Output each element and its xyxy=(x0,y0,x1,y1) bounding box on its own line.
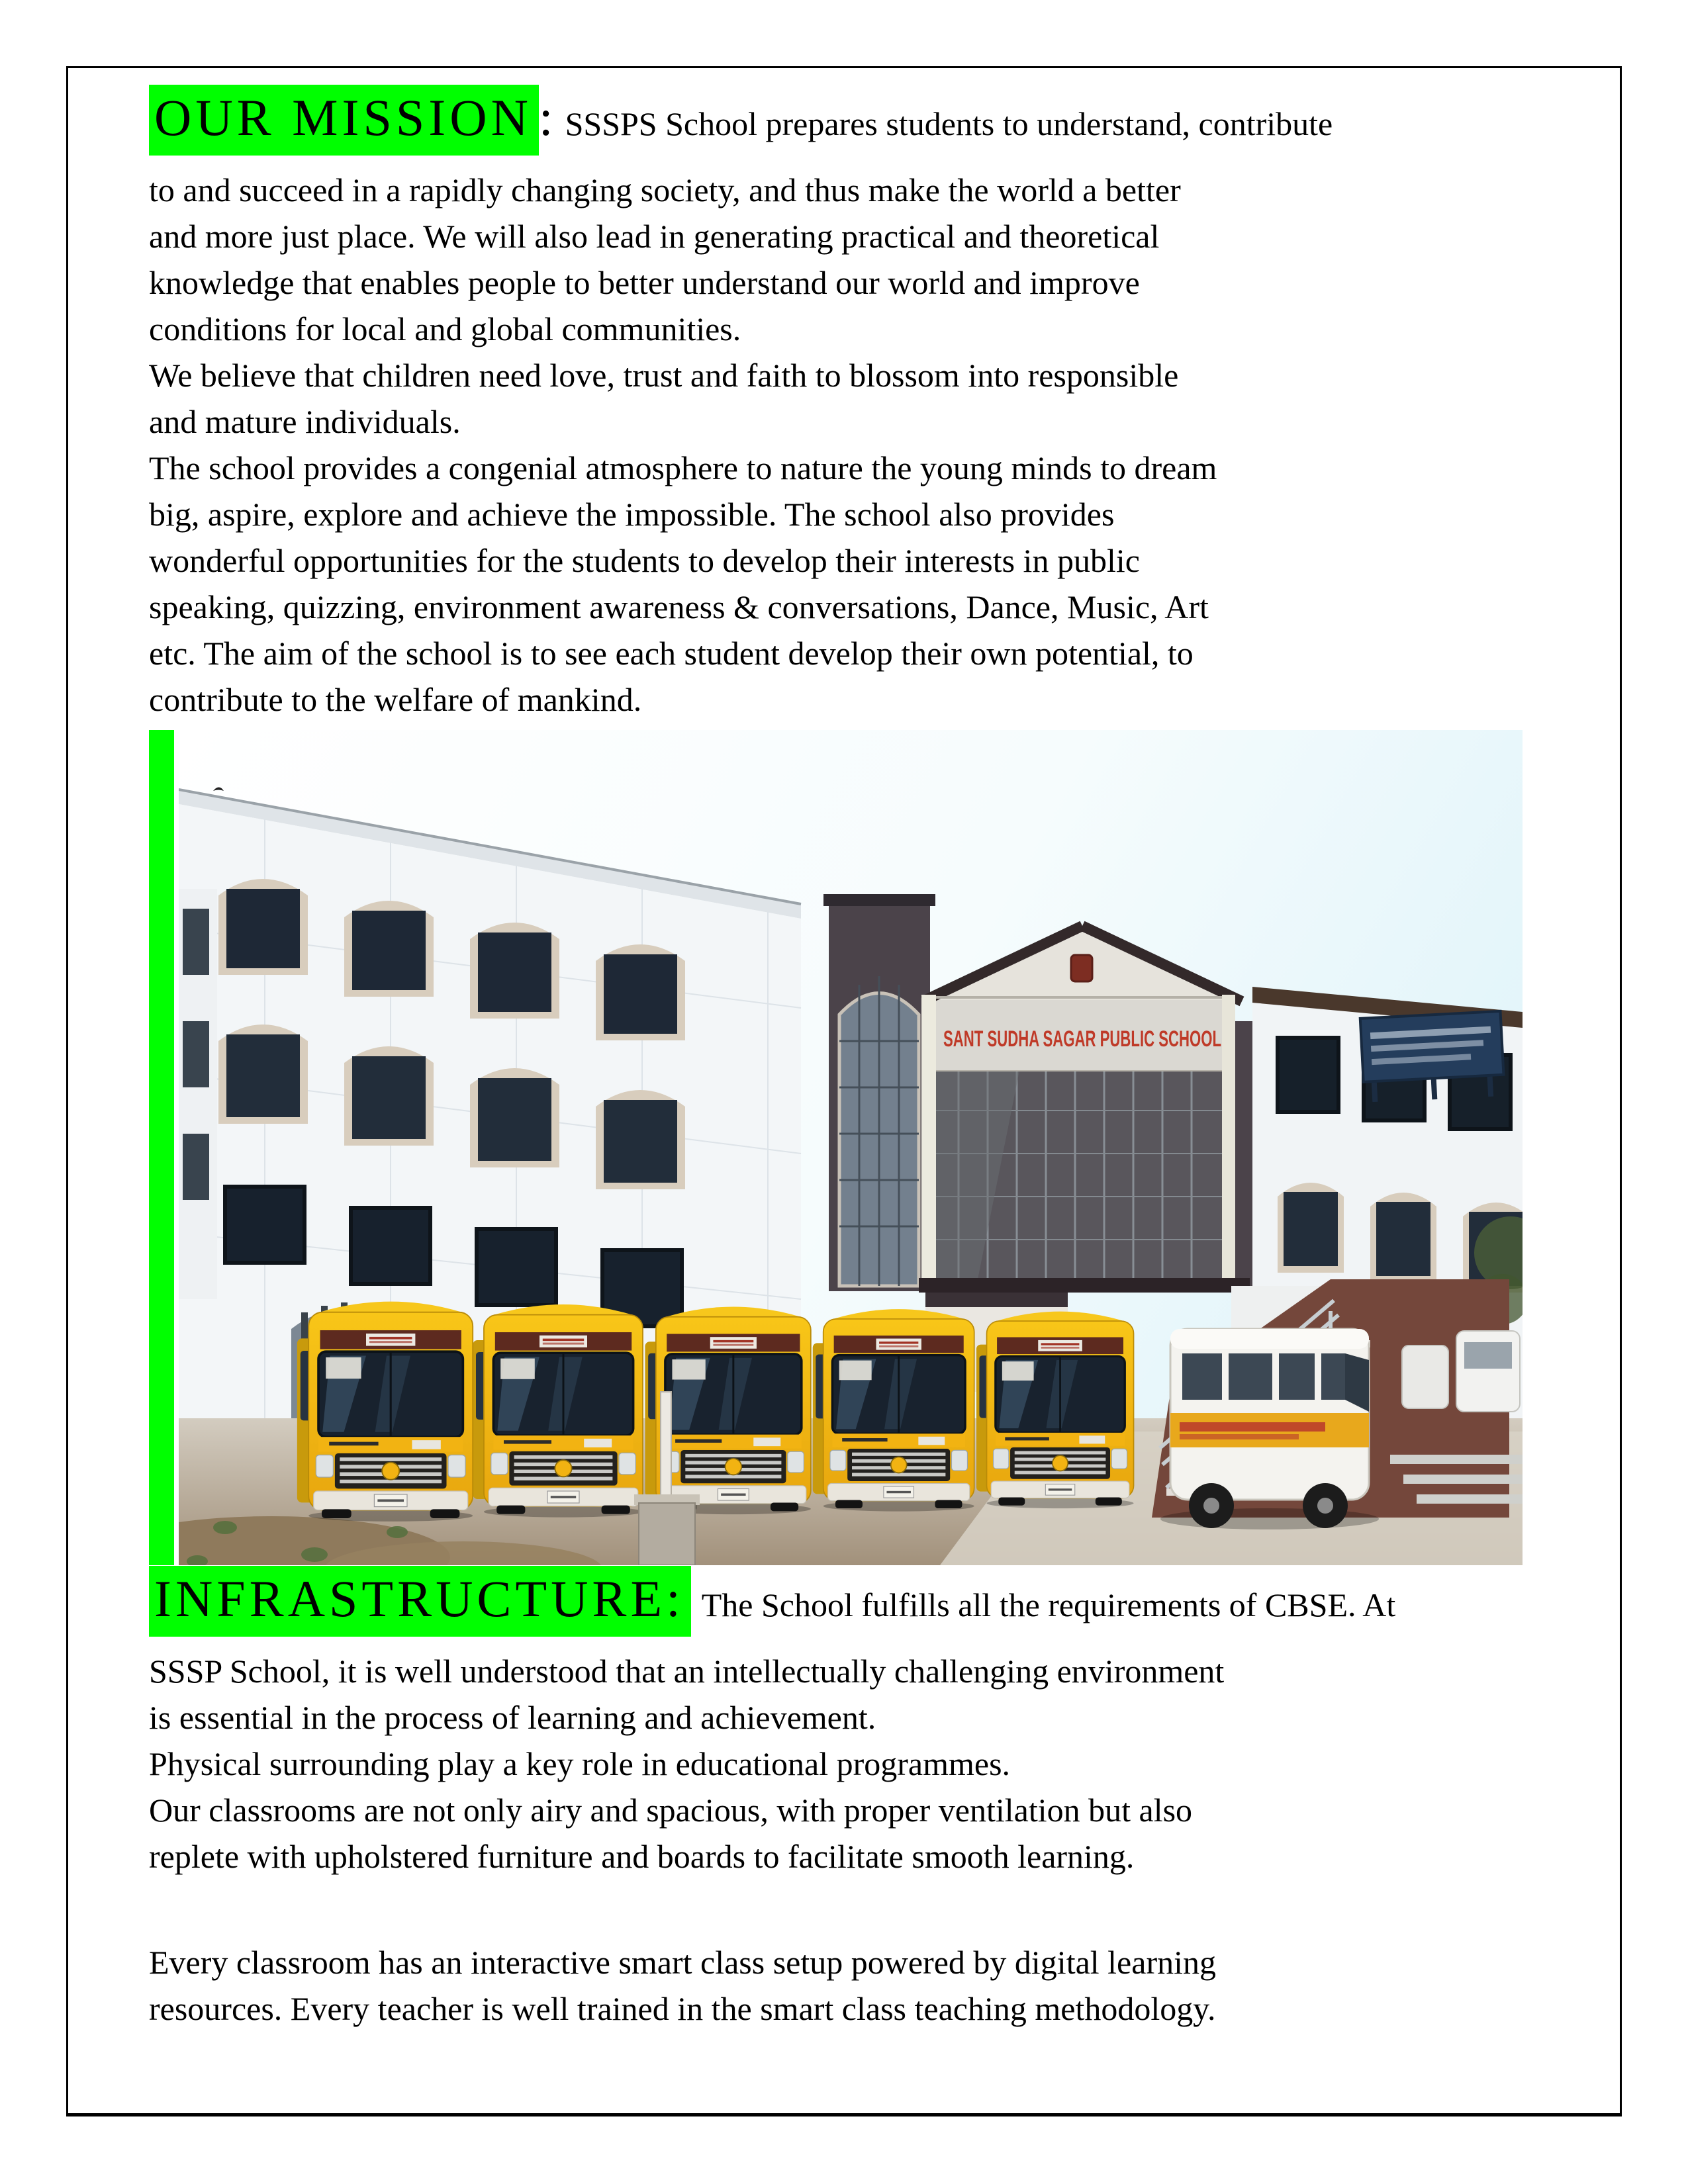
school-photo-illustration xyxy=(179,730,1523,1565)
infrastructure-paragraph xyxy=(149,1648,1547,1880)
green-highlight-bar xyxy=(149,730,174,1565)
paragraph-line: conditions for local and global communities. xyxy=(149,310,741,347)
paragraph-line: to and succeed in a rapidly changing society, and thus make the world a better xyxy=(149,171,1181,208)
paragraph-line: resources. Every teacher is well trained in the smart class teaching methodology. xyxy=(149,1990,1216,2027)
entrance-tower xyxy=(919,926,1252,1293)
infrastructure-heading: INFRASTRUCTURE: xyxy=(149,1566,691,1637)
mission-first-line-text: SSSPS School prepares students to understand, contribute xyxy=(565,105,1333,142)
mission-heading-colon: : xyxy=(538,89,555,146)
school-bus-row xyxy=(297,1302,1134,1522)
school-bus-icon xyxy=(976,1312,1134,1508)
paragraph-line: Physical surrounding play a key role in educational programmes. xyxy=(149,1745,1011,1782)
infrastructure-first-line xyxy=(149,1565,1547,1648)
mission-paragraph xyxy=(149,167,1547,723)
paragraph-line: replete with upholstered furniture and boards to facilitate smooth learning. xyxy=(149,1838,1135,1875)
paragraph-line: big, aspire, explore and achieve the impossible. The school also provides xyxy=(149,496,1115,533)
paragraph-line: SSSP School, it is well understood that an intellectually challenging environment xyxy=(149,1653,1225,1690)
infrastructure-paragraph-2 xyxy=(149,1939,1547,2032)
mission-first-line xyxy=(149,83,1547,167)
paragraph-line: and mature individuals. xyxy=(149,403,461,440)
paragraph-line: knowledge that enables people to better understand our world and improve xyxy=(149,264,1140,301)
school-bus-icon xyxy=(813,1309,974,1512)
mission-heading: OUR MISSION xyxy=(149,85,539,156)
paragraph-line: and more just place. We will also lead in generating practical and theoretical xyxy=(149,218,1160,255)
paragraph-spacer xyxy=(149,1880,1547,1939)
paragraph-line: We believe that children need love, trust and faith to blossom into responsible xyxy=(149,357,1179,394)
paragraph-line: wonderful opportunities for the students to develop their interests in public xyxy=(149,542,1140,579)
mission-section xyxy=(149,83,1547,723)
infrastructure-section xyxy=(149,1565,1547,2032)
paragraph-line: Our classrooms are not only airy and spacious, with proper ventilation but also xyxy=(149,1792,1193,1829)
paragraph-line: etc. The aim of the school is to see each student develop their own potential, to xyxy=(149,635,1194,672)
school-sign-text: SANT SUDHA SAGAR PUBLIC SCHOOL xyxy=(943,1026,1221,1052)
school-emblem-icon xyxy=(1071,955,1092,981)
school-photo xyxy=(179,730,1523,1565)
central-glass-pylon xyxy=(823,894,935,1291)
white-van xyxy=(1160,1329,1379,1529)
paragraph-line: Every classroom has an interactive smart class setup powered by digital learning xyxy=(149,1944,1216,1981)
school-bus-icon xyxy=(297,1302,473,1522)
infrastructure-first-line-text: The School fulfills all the requirements of CBSE. At xyxy=(701,1586,1396,1623)
paragraph-line: The school provides a congenial atmosphere to nature the young minds to dream xyxy=(149,449,1217,486)
school-bus-icon xyxy=(473,1304,643,1518)
paragraph-line: speaking, quizzing, environment awareness & conversations, Dance, Music, Art xyxy=(149,588,1209,625)
paragraph-line: contribute to the welfare of mankind. xyxy=(149,681,642,718)
paragraph-line: is essential in the process of learning and achievement. xyxy=(149,1699,876,1736)
